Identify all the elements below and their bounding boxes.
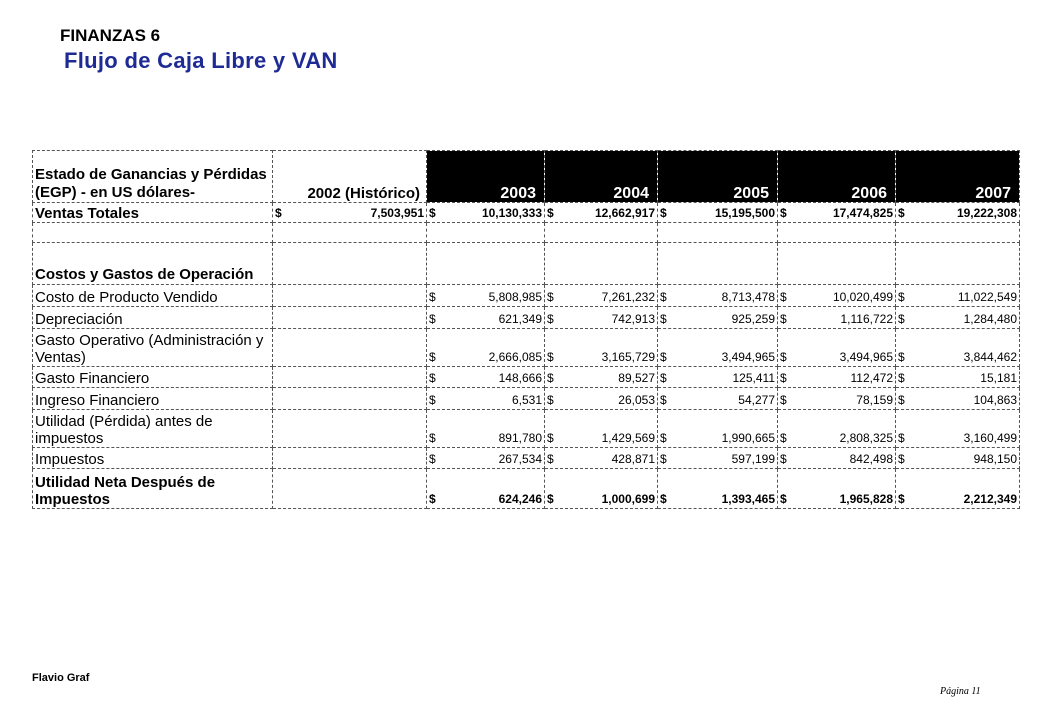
row-label: Depreciación (33, 307, 273, 329)
currency-symbol: $ (547, 371, 554, 385)
value: 3,165,729 (601, 350, 655, 364)
value: 2,666,085 (488, 350, 542, 364)
value: 3,160,499 (963, 431, 1017, 445)
currency-symbol: $ (898, 431, 905, 445)
currency-symbol: $ (898, 371, 905, 385)
currency-symbol: $ (898, 452, 905, 466)
value-cell (427, 203, 545, 223)
value-cell (427, 469, 545, 509)
currency-symbol: $ (660, 393, 667, 407)
value: 78,159 (856, 393, 893, 407)
value-cell (778, 329, 896, 367)
value-cell (658, 448, 778, 469)
row-label: Ingreso Financiero (33, 388, 273, 410)
currency-symbol: $ (898, 350, 905, 364)
value: 15,195,500 (714, 206, 775, 220)
value-cell (778, 469, 896, 509)
value-cell (778, 448, 896, 469)
value: 1,990,665 (721, 431, 775, 445)
value-cell (427, 388, 545, 410)
row-utilidad-antes-impuestos (33, 410, 1020, 448)
value-cell (896, 388, 1020, 410)
value-cell (427, 367, 545, 388)
currency-symbol: $ (275, 206, 282, 220)
value-cell (896, 448, 1020, 469)
kicker: FINANZAS 6 (60, 26, 161, 45)
currency-symbol: $ (660, 312, 667, 326)
currency-symbol: $ (780, 431, 787, 445)
value: 89,527 (618, 371, 655, 385)
value-cell (896, 367, 1020, 388)
row-label: Utilidad Neta Después de Impuestos (33, 469, 273, 509)
page-number: Página 11 (940, 686, 981, 697)
currency-symbol: $ (660, 350, 667, 364)
value: 10,130,333 (481, 206, 542, 220)
value-cell (545, 203, 658, 223)
row-gasto-operativo (33, 329, 1020, 367)
currency-symbol: $ (898, 492, 905, 506)
row-label: Utilidad (Pérdida) antes de impuestos (33, 410, 273, 448)
row-depreciacion (33, 307, 1020, 329)
currency-symbol: $ (547, 431, 554, 445)
header-row (33, 151, 1020, 203)
row-utilidad-neta (33, 469, 1020, 509)
value: 26,053 (618, 393, 655, 407)
value-cell (427, 307, 545, 329)
value: 428,871 (611, 452, 655, 466)
header-year: 2006 (778, 151, 896, 203)
currency-symbol: $ (780, 312, 787, 326)
row-cpv (33, 285, 1020, 307)
currency-symbol: $ (429, 393, 436, 407)
currency-symbol: $ (547, 393, 554, 407)
value: 19,222,308 (956, 206, 1017, 220)
value-cell (658, 388, 778, 410)
value: 1,284,480 (963, 312, 1017, 326)
currency-symbol: $ (780, 452, 787, 466)
value: 1,393,465 (721, 492, 775, 506)
currency-symbol: $ (429, 290, 436, 304)
value-cell (896, 410, 1020, 448)
page-title: Flujo de Caja Libre y VAN (64, 48, 338, 73)
value: 597,199 (731, 452, 775, 466)
value: 15,181 (980, 371, 1017, 385)
value: 267,534 (498, 452, 542, 466)
value: 948,150 (973, 452, 1017, 466)
value: 8,713,478 (721, 290, 775, 304)
value: 1,116,722 (840, 312, 893, 326)
value: 104,863 (973, 393, 1017, 407)
value: 7,503,951 (370, 206, 424, 220)
currency-symbol: $ (780, 492, 787, 506)
value: 2,808,325 (839, 431, 893, 445)
row-ingreso-financiero (33, 388, 1020, 410)
currency-symbol: $ (547, 312, 554, 326)
value-cell (427, 410, 545, 448)
value: 12,662,917 (594, 206, 655, 220)
value-cell (658, 329, 778, 367)
currency-symbol: $ (898, 206, 905, 220)
value-cell (896, 329, 1020, 367)
currency-symbol: $ (429, 312, 436, 326)
section-label: Costos y Gastos de Operación (33, 243, 273, 285)
row-label: Costo de Producto Vendido (33, 285, 273, 307)
currency-symbol: $ (547, 350, 554, 364)
currency-symbol: $ (547, 206, 554, 220)
header-year: 2005 (658, 151, 778, 203)
row-label: Gasto Operativo (Administración y Ventas) (33, 329, 273, 367)
row-gasto-financiero (33, 367, 1020, 388)
value-cell (778, 285, 896, 307)
value: 3,844,462 (963, 350, 1017, 364)
value-cell (545, 367, 658, 388)
value: 925,259 (731, 312, 775, 326)
value-cell (545, 285, 658, 307)
row-impuestos (33, 448, 1020, 469)
value-cell (545, 329, 658, 367)
value: 891,780 (498, 431, 542, 445)
value: 148,666 (498, 371, 542, 385)
currency-symbol: $ (898, 290, 905, 304)
currency-symbol: $ (429, 371, 436, 385)
currency-symbol: $ (429, 452, 436, 466)
row-label: Ventas Totales (33, 203, 273, 223)
value-cell (778, 388, 896, 410)
value: 17,474,825 (832, 206, 893, 220)
value-cell (658, 367, 778, 388)
currency-symbol: $ (660, 431, 667, 445)
value: 1,965,828 (839, 492, 893, 506)
currency-symbol: $ (429, 492, 436, 506)
value-cell (658, 307, 778, 329)
value-cell (778, 410, 896, 448)
row-label: Gasto Financiero (33, 367, 273, 388)
value: 2,212,349 (963, 492, 1017, 506)
currency-symbol: $ (547, 452, 554, 466)
value-cell (896, 469, 1020, 509)
row-label: Impuestos (33, 448, 273, 469)
value-cell (896, 285, 1020, 307)
value: 742,913 (611, 312, 655, 326)
corner-cell: Estado de Ganancias y Pérdidas (EGP) - en US dólares- (33, 151, 273, 203)
value-cell (427, 285, 545, 307)
value-cell (545, 388, 658, 410)
value-cell (545, 307, 658, 329)
currency-symbol: $ (547, 290, 554, 304)
currency-symbol: $ (429, 206, 436, 220)
currency-symbol: $ (660, 452, 667, 466)
value: 1,429,569 (601, 431, 655, 445)
currency-symbol: $ (780, 350, 787, 364)
value-cell (778, 203, 896, 223)
currency-symbol: $ (780, 290, 787, 304)
spacer-row (33, 223, 1020, 243)
value: 7,261,232 (601, 290, 655, 304)
value-cell (778, 367, 896, 388)
currency-symbol: $ (780, 393, 787, 407)
value-cell (545, 469, 658, 509)
section-row (33, 243, 1020, 285)
value: 112,472 (850, 371, 893, 385)
currency-symbol: $ (780, 371, 787, 385)
value: 3,494,965 (721, 350, 775, 364)
value: 54,277 (738, 393, 775, 407)
income-statement-table (32, 150, 1020, 509)
header-year: 2004 (545, 151, 658, 203)
currency-symbol: $ (898, 393, 905, 407)
currency-symbol: $ (660, 371, 667, 385)
value: 621,349 (498, 312, 542, 326)
value: 10,020,499 (832, 290, 893, 304)
value-cell (427, 448, 545, 469)
currency-symbol: $ (898, 312, 905, 326)
value-cell (658, 203, 778, 223)
currency-symbol: $ (660, 492, 667, 506)
value: 1,000,699 (601, 492, 655, 506)
value: 125,411 (732, 371, 775, 385)
currency-symbol: $ (660, 206, 667, 220)
header-year: 2003 (427, 151, 545, 203)
currency-symbol: $ (660, 290, 667, 304)
header-year: 2007 (896, 151, 1020, 203)
author: Flavio Graf (32, 672, 90, 684)
value-cell (896, 203, 1020, 223)
currency-symbol: $ (547, 492, 554, 506)
value: 624,246 (498, 492, 542, 506)
currency-symbol: $ (429, 431, 436, 445)
value: 5,808,985 (488, 290, 542, 304)
value-cell (658, 410, 778, 448)
value: 842,498 (849, 452, 893, 466)
value: 3,494,965 (839, 350, 893, 364)
value-cell (658, 469, 778, 509)
value-cell (545, 448, 658, 469)
value-cell (778, 307, 896, 329)
value: 6,531 (511, 393, 542, 407)
header-2002: 2002 (Histórico) (273, 151, 427, 203)
value-cell (896, 307, 1020, 329)
value-cell (658, 285, 778, 307)
value-cell (545, 410, 658, 448)
ventas-row (33, 203, 1020, 223)
currency-symbol: $ (780, 206, 787, 220)
value-cell (427, 329, 545, 367)
value-cell (273, 203, 427, 223)
currency-symbol: $ (429, 350, 436, 364)
value: 11,022,549 (957, 290, 1017, 304)
